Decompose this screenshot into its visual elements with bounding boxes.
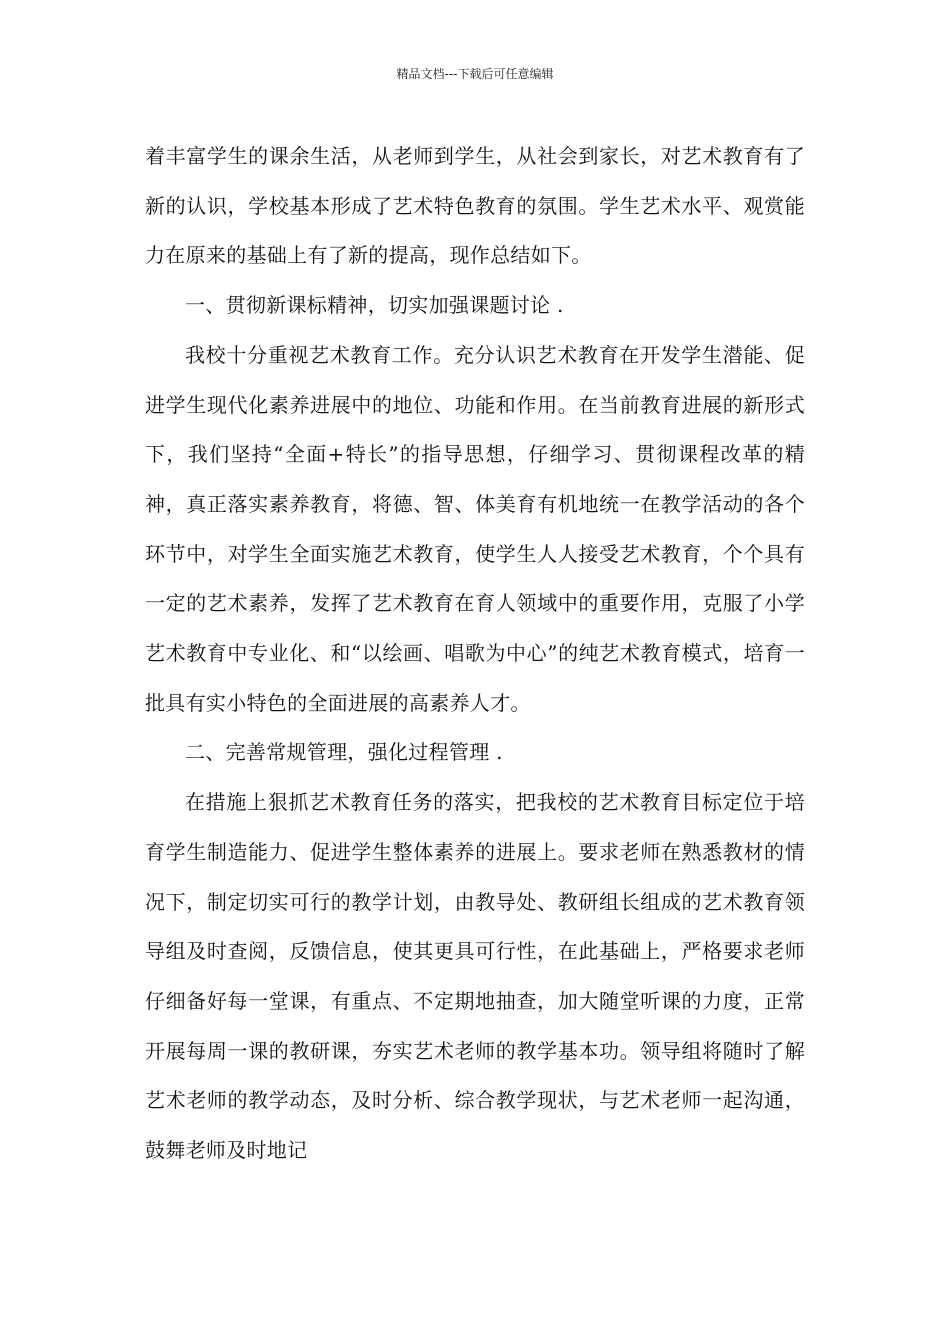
section-heading-1: 一、贯彻新课标精神，切实加强课题讨论 .	[185, 293, 564, 318]
paragraph-art-education: 我校十分重视艺术教育工作。充分认识艺术教育在开发学生潜能、促进学生现代化素养进展中的地位、功能和作用。在当前教育进展的新形式下，我们坚持“全面+特长”的指导思想，仔细学习、贯彻课程改革的精神，真正落实素养教育，将德、智、体美育有机地统一在教学活动的各个环节中，对学生全面实施艺术教育，使学生人人接受艺术教育，个个具有一定的艺术素养，发挥了艺术教育在育人领域中的重要作用，克服了小学艺术教育中专业化、和“以绘画、唱歌为中心”的纯艺术教育模式，培育一批具有实小特色的全面进展的高素养人才。	[145, 342, 805, 715]
paragraph-management: 在措施上狠抓艺术教育任务的落实，把我校的艺术教育目标定位于培育学生制造能力、促进学生整体素养的进展上。要求老师在熟悉教材的情况下，制定切实可行的教学计划，由教导处、教研组长组成的艺术教育领导组及时查阅，反馈信息，使其更具可行性，在此基础上，严格要求老师仔细备好每一堂课，有重点、不定期地抽查，加大随堂听课的力度，正常开展每周一课的教研课，夯实艺术老师的教学基本功。领导组将随时了解艺术老师的教学动态，及时分析、综合教学现状，与艺术老师一起沟通，鼓舞老师及时地记	[145, 790, 805, 1163]
paragraph-continuation: 着丰富学生的课余生活，从老师到学生，从社会到家长，对艺术教育有了新的认识，学校基本形成了艺术特色教育的氛围。学生艺术水平、观赏能力在原来的基础上有了新的提高，现作总结如下。	[145, 144, 805, 268]
document-body	[145, 132, 805, 1176]
page-header: 精品文档---下载后可任意编辑	[396, 67, 554, 81]
section-heading-2: 二、完善常规管理，强化过程管理 .	[185, 740, 503, 765]
